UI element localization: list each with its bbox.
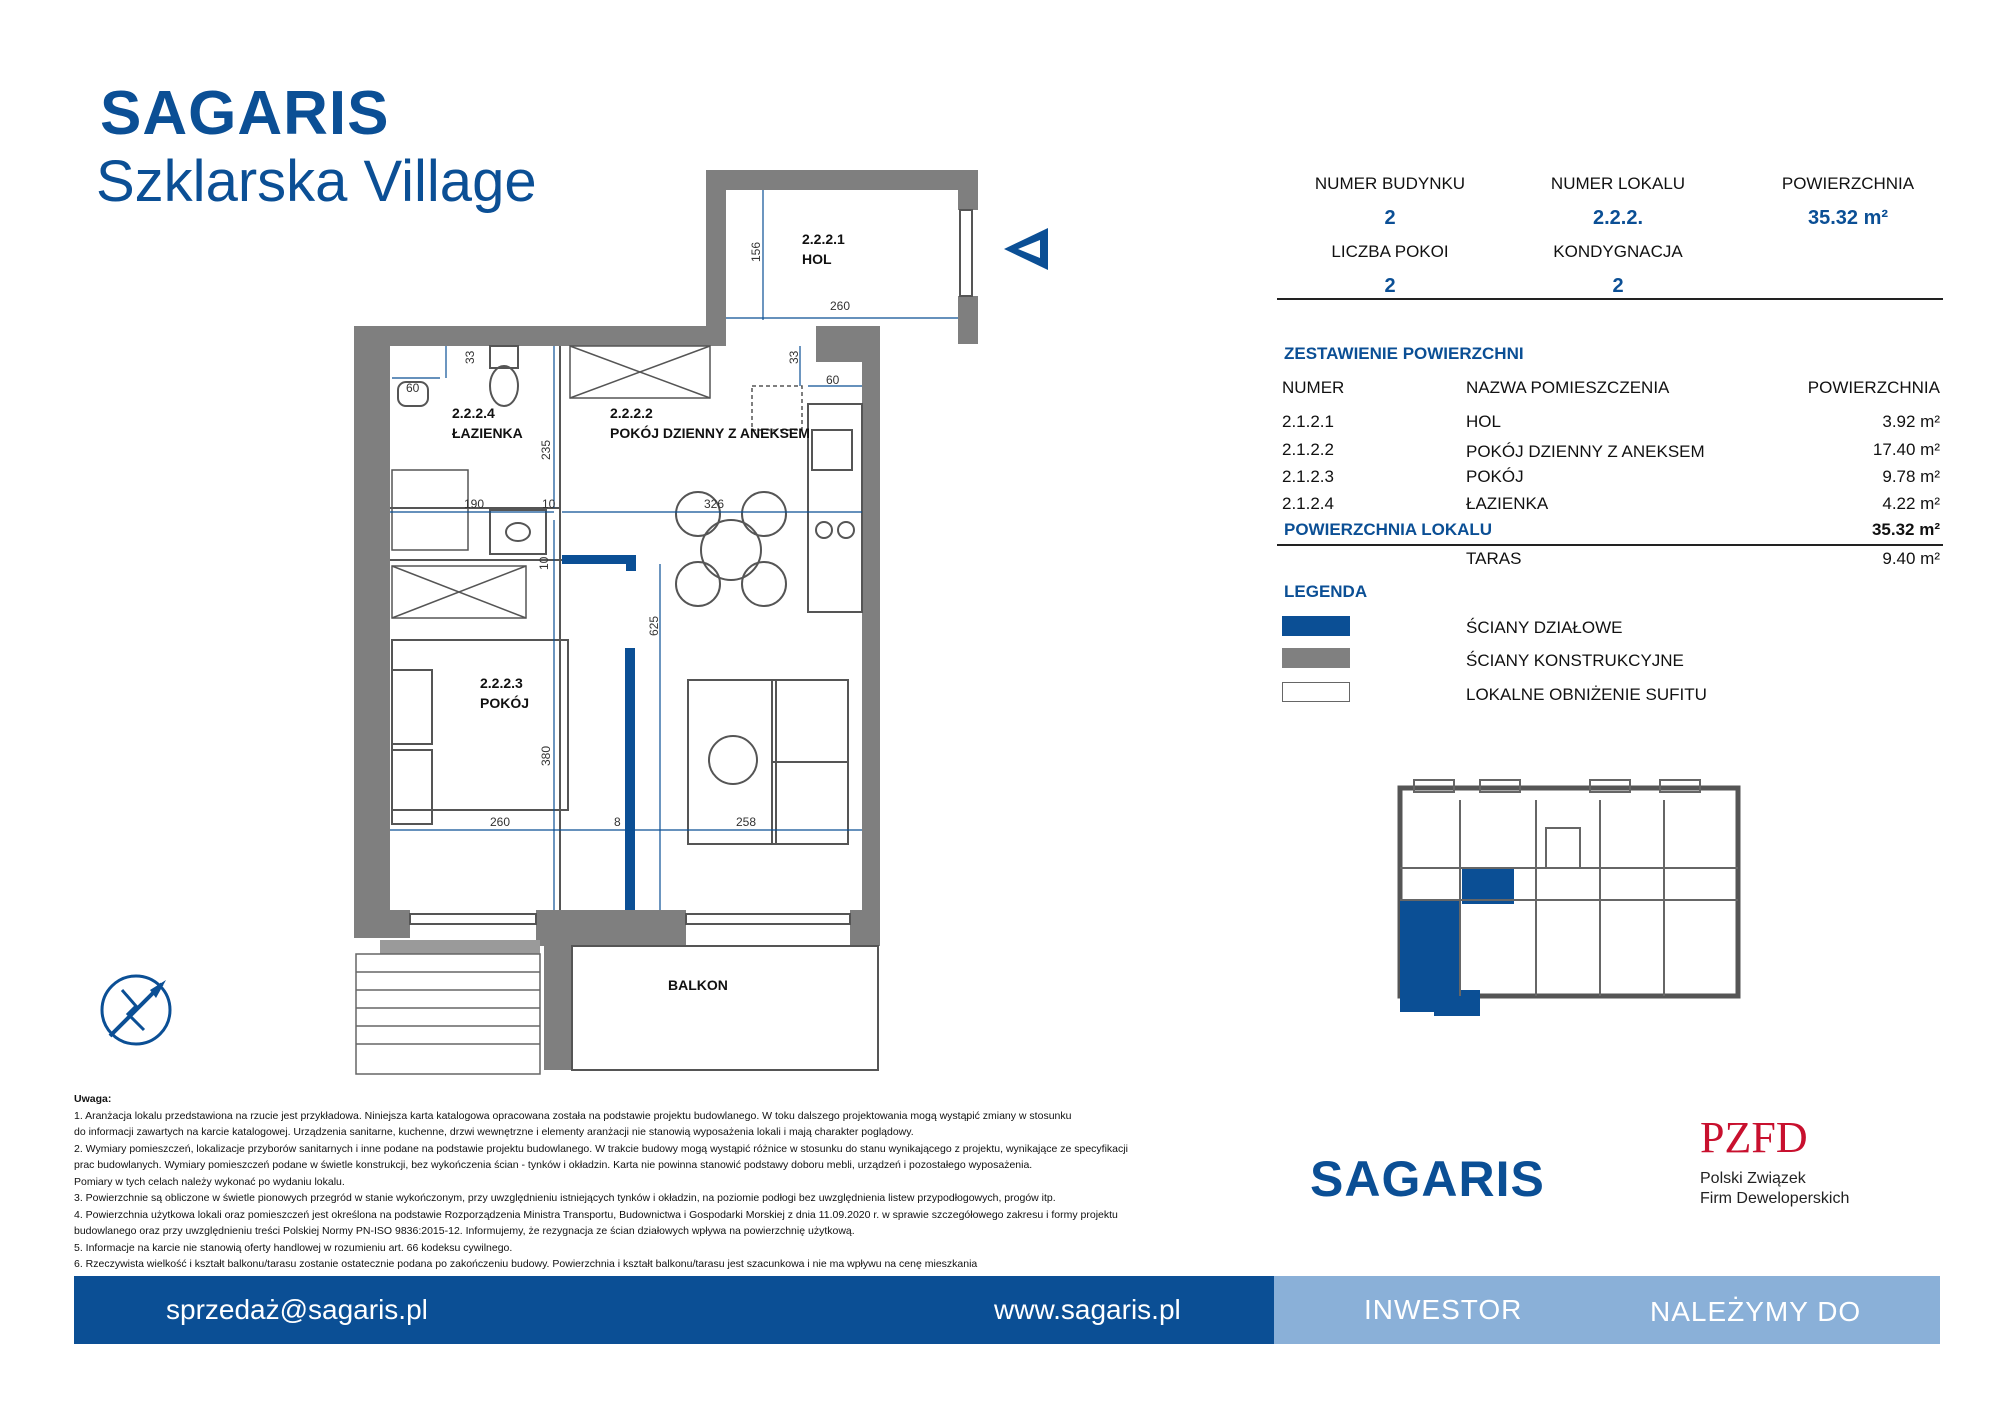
row-name: ŁAZIENKA	[1466, 494, 1549, 513]
wall-south-east	[850, 910, 880, 946]
building-key-plan	[1400, 780, 1738, 1016]
rooms-value: 2	[1384, 275, 1396, 297]
note-line: budowlanego oraz przy uwzględnieniu treści Polskiej Normy PN-ISO 9836:2015-12. Informujemy, że rezygnacja ze ścian działowych wpływa na powierzchnię użytkową.	[74, 1225, 855, 1237]
entrance-arrow-icon	[1004, 228, 1048, 270]
balcony-label: BALKON	[668, 977, 728, 993]
partition-c	[625, 648, 635, 910]
pzfd-sub1: Polski Związek	[1700, 1170, 1806, 1187]
row-number: 2.1.2.3	[1282, 467, 1334, 486]
wall-hol-east-bottom	[958, 296, 978, 344]
dim-label: 190	[464, 497, 485, 511]
wall-north	[354, 326, 718, 346]
pzfd-sub2: Firm Deweloperskich	[1700, 1190, 1850, 1207]
legend-title: LEGENDA	[1284, 582, 1368, 601]
structural-walls	[354, 170, 978, 1070]
total-label: POWIERZCHNIA LOKALU	[1284, 520, 1493, 539]
rooms-label: LICZBA POKOI	[1331, 242, 1449, 261]
footer-email[interactable]: sprzedaż@sagaris.pl	[166, 1294, 428, 1325]
footer-contact-bar	[74, 1276, 1274, 1344]
dim-label: 156	[749, 241, 763, 262]
floor-label: KONDYGNACJA	[1553, 242, 1683, 261]
row-name: POKÓJ DZIENNY Z ANEKSEM	[1466, 442, 1705, 461]
wall-hol-east-top	[958, 170, 978, 210]
footer-partners-bar	[1274, 1276, 1940, 1344]
dim-label: 258	[736, 815, 757, 829]
partition-b	[626, 555, 636, 571]
unit-value: 2.2.2.	[1592, 207, 1644, 229]
row-area: 17.40 m²	[1872, 440, 1940, 459]
dim-label: 8	[614, 815, 621, 829]
col-number: NUMER	[1282, 378, 1345, 397]
dim-label: 60	[826, 373, 840, 387]
area-label: POWIERZCHNIA	[1781, 174, 1915, 193]
legend-label-structural: ŚCIANY KONSTRUKCYJNE	[1466, 651, 1684, 670]
dim-label: 10	[542, 497, 556, 511]
wall-south-mid	[536, 910, 686, 946]
wall-hol-north	[706, 170, 978, 190]
dim-label: 380	[539, 745, 553, 766]
unit-label: NUMER LOKALU	[1550, 174, 1686, 193]
terrace-value: 9.40 m²	[1882, 549, 1940, 568]
footer-member: NALEŻYMY DO	[1650, 1296, 1862, 1327]
notes-title: Uwaga:	[74, 1093, 112, 1105]
compass-icon	[102, 976, 170, 1044]
room-number: 2.2.2.3	[480, 675, 523, 691]
legend-label-partition: ŚCIANY DZIAŁOWE	[1466, 618, 1623, 637]
hol-name: HOL	[802, 251, 832, 267]
legend-label-ceiling: LOKALNE OBNIŻENIE SUFITU	[1466, 685, 1707, 704]
total-value: 35.32 m²	[1871, 520, 1940, 539]
footer-website[interactable]: www.sagaris.pl	[994, 1294, 1181, 1325]
sagaris-logo: SAGARIS	[1310, 1151, 1545, 1207]
areas-title: ZESTAWIENIE POWIERZCHNI	[1284, 344, 1524, 363]
pzfd-logo-text: PZFD	[1700, 1113, 1808, 1162]
row-area: 4.22 m²	[1882, 494, 1940, 513]
dim-label: 10	[537, 556, 551, 570]
note-line: 6. Rzeczywista wielkość i kształt balkonu/tarasu zostanie ostatecznie podana po zakończeniu budowy. Powierzchnia i kształt balkonu/tarasu jest szacunkowa i nie ma wpływu na cenę mieszkania	[74, 1258, 978, 1270]
dim-label: 60	[406, 381, 420, 395]
dim-label: 33	[463, 350, 477, 364]
brand-title: SAGARIS	[100, 79, 390, 148]
col-name: NAZWA POMIESZCZENIA	[1466, 378, 1670, 397]
notes	[74, 1091, 1294, 1273]
wall-west	[354, 326, 390, 938]
row-area: 3.92 m²	[1882, 412, 1940, 431]
dim-label: 235	[539, 439, 553, 460]
dim-label: 625	[647, 615, 661, 636]
row-name: HOL	[1466, 412, 1501, 431]
row-number: 2.1.2.1	[1282, 412, 1334, 431]
project-title: Szklarska Village	[96, 149, 537, 214]
col-area: POWIERZCHNIA	[1807, 378, 1940, 397]
note-line: 3. Powierzchnie są obliczone w świetle pionowych przegród w stanie wykończonym, przy uwzględnieniu istniejących tynków i okładzin, na poziomie podłogi bez uwzględnienia listew przypodłogowych, progów itp.	[74, 1192, 1056, 1204]
room-name: POKÓJ	[480, 695, 530, 711]
note-line: 2. Wymiary pomieszczeń, lokalizacje przyborów sanitarnych i inne podane na podstawie projektu budowlanego. W trakcie budowy mogą wystąpić różnice w stosunku do stanu wynikającego z projektu, wynikające ze specyfikacji	[74, 1142, 1128, 1155]
note-line: 5. Informacje na karcie nie stanowią oferty handlowej w rozumieniu art. 66 kodeksu cywilnego.	[74, 1241, 513, 1254]
footer-investor: INWESTOR	[1364, 1294, 1523, 1325]
partition-a	[562, 555, 636, 564]
wall-east	[862, 326, 880, 938]
note-line: prac budowlanych. Wymiary pomieszczeń podane w świetle konstrukcji, bez wykończenia ścian - tynków i okładzin. Karta nie powinna stanowić podstawy doboru mebli, urządzeń i pozostałego wyposażenia.	[74, 1159, 1033, 1171]
building-label: NUMER BUDYNKU	[1314, 174, 1466, 193]
terrace-edge	[380, 940, 540, 954]
balcony-wall	[544, 946, 572, 1070]
dim-label: 33	[787, 350, 801, 364]
note-line: 1. Aranżacja lokalu przedstawiona na rzucie jest przykładowa. Niniejsza karta katalogowa opracowana została na podstawie projektu budowlanego. W toku dalszego projektowania mogą wystąpić zmiany w stosunku	[74, 1109, 1072, 1122]
bath-name: ŁAZIENKA	[452, 425, 523, 441]
row-area: 9.78 m²	[1882, 467, 1940, 486]
row-number: 2.1.2.4	[1282, 494, 1334, 513]
hol-number: 2.2.2.1	[802, 231, 845, 247]
row-name: POKÓJ	[1466, 467, 1524, 486]
note-line: do informacji zawartych na karcie katalogowej. Urządzenia sanitarne, kuchenne, drzwi wewnętrzne i elementy aranżacji nie stanowią wyposażenia lokali i mają charakter poglądowy.	[74, 1126, 914, 1138]
terrace-label: TARAS	[1466, 549, 1522, 568]
bath-number: 2.2.2.4	[452, 405, 495, 421]
dim-label: 260	[490, 815, 511, 829]
terrace-pavers	[356, 954, 540, 1074]
living-name: POKÓJ DZIENNY Z ANEKSEM	[610, 425, 810, 441]
area-value: 35.32 m²	[1807, 207, 1889, 229]
wall-hol-west	[706, 170, 726, 346]
row-number: 2.1.2.2	[1282, 440, 1334, 459]
building-value: 2	[1384, 207, 1396, 229]
living-number: 2.2.2.2	[610, 405, 653, 421]
partition-walls	[562, 555, 636, 910]
dim-label: 326	[704, 497, 725, 511]
note-line: 4. Powierzchnia użytkowa lokali oraz pomieszczeń jest określona na podstawie Rozporządzenia Ministra Transportu, Budownictwa i Gospodarki Morskiej z dnia 11.09.2020 r. w sprawie szczegółowego zakresu i formy projektu	[74, 1208, 1118, 1221]
floor-value: 2	[1612, 275, 1624, 297]
note-line: Pomiary w tych celach należy wykonać po wydaniu lokalu.	[74, 1175, 345, 1188]
wall-south-west	[354, 910, 410, 938]
dim-label: 260	[830, 299, 851, 313]
